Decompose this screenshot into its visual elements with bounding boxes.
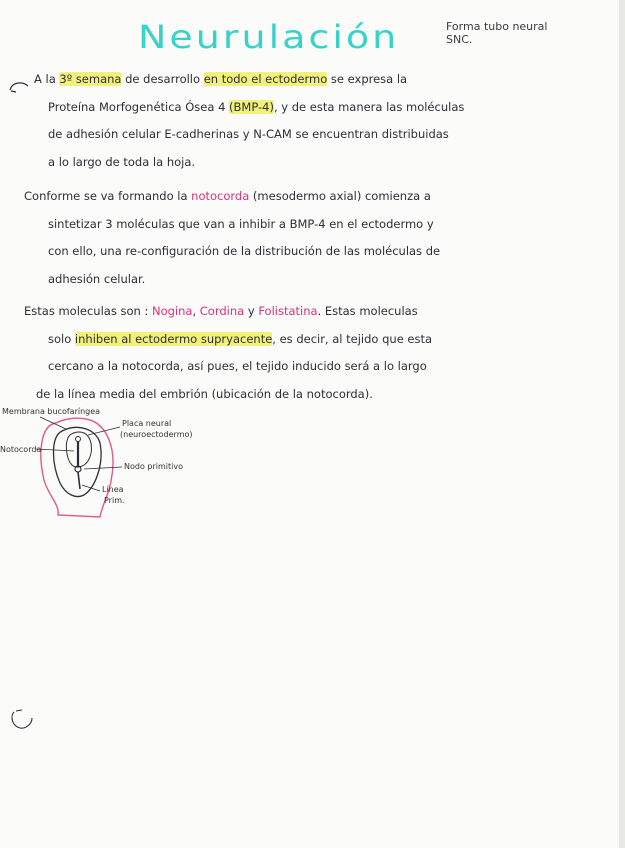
text-segment: solo <box>48 331 75 346</box>
text-line <box>24 332 614 360</box>
text-line: de adhesión celular E-cadherinas y N-CAM se encuentran distribuidas <box>48 127 449 141</box>
text-line: de la línea media del embrión (ubicación de la notocorda). <box>36 386 373 401</box>
text-segment: y <box>244 304 259 318</box>
text-line: adhesión celular. <box>48 271 146 286</box>
text-line: cercano a la notocorda, así pues, el tejido inducido será a lo largo <box>48 359 427 373</box>
label-placa-neural: Placa neural <box>122 419 172 428</box>
text-line: con ello, una re-configuración de la distribución de las moléculas de <box>48 244 441 258</box>
text-segment: de desarrollo <box>121 72 204 86</box>
term-folistatina: Folistatina <box>258 304 318 318</box>
highlight-third-week: 3º semana <box>59 72 122 86</box>
paragraph-notocorda <box>24 189 614 299</box>
text-line <box>24 304 614 332</box>
text-line <box>24 100 614 128</box>
page-edge <box>619 0 625 848</box>
text-segment: se expresa la <box>327 72 408 86</box>
side-note <box>446 20 616 46</box>
highlight-bmp4: (BMP-4) <box>229 99 274 114</box>
term-notocorda: notocorda <box>191 189 250 203</box>
text-segment: . Estas moleculas <box>317 304 418 318</box>
text-segment: A la <box>34 72 60 86</box>
label-membrana: Membrana bucofaríngea <box>2 407 101 416</box>
text-line: sintetizar 3 moléculas que van a inhibir a BMP-4 en el ectodermo y <box>48 216 434 231</box>
page-title: Neurulación <box>138 18 400 56</box>
text-line <box>24 72 614 100</box>
paragraph-moleculas <box>24 304 614 414</box>
text-segment: , y de esta manera las moléculas <box>273 99 465 114</box>
margin-doodle-icon <box>8 706 36 732</box>
embryo-diagram <box>0 405 250 525</box>
text-line <box>24 189 614 217</box>
text-segment: , es decir, al tejido que esta <box>272 331 433 346</box>
text-segment: Estas moleculas son : <box>24 304 152 318</box>
text-segment: , <box>192 304 200 318</box>
text-segment: Conforme se va formando la <box>24 189 192 203</box>
paragraph-bmp4 <box>24 72 614 182</box>
text-segment: (mesodermo axial) comienza a <box>249 189 431 203</box>
label-notocorda: Notocorda <box>0 445 42 454</box>
highlight-ectoderm: en todo el ectodermo <box>203 72 328 86</box>
side-note-line: Forma tubo neural <box>446 20 548 33</box>
label-nodo-primitivo: Nodo primitivo <box>124 462 183 471</box>
text-line: a lo largo de toda la hoja. <box>48 154 196 169</box>
text-segment: Proteína Morfogenética Ósea 4 <box>48 99 230 114</box>
term-nogina: Nogina <box>151 304 193 318</box>
label-neuroectodermo: (neuroectodermo) <box>120 430 193 439</box>
label-linea-prim: Prim. <box>104 496 125 505</box>
side-note-line: SNC. <box>446 33 473 46</box>
term-cordina: Cordina <box>199 304 245 318</box>
highlight-inhiben: inhiben al ectodermo supryacente <box>74 331 273 346</box>
label-linea: Línea <box>102 485 124 494</box>
